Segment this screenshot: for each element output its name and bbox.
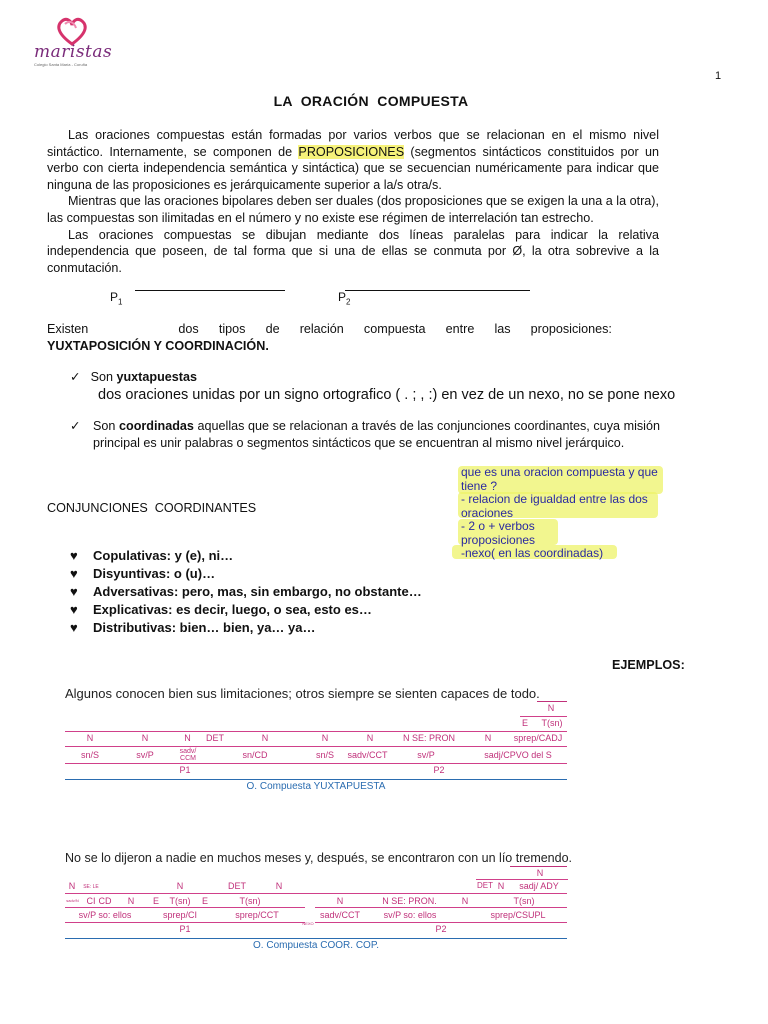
list-item: ♥ Explicativas: es decir, luego, o sea, esto es…	[70, 602, 372, 617]
conjunctions-list	[70, 547, 422, 637]
analysis-cell: N	[484, 733, 492, 743]
heart-bullet-icon: ♥	[70, 602, 78, 617]
analysis-cell: SE: LE	[83, 884, 99, 890]
p1-line	[135, 290, 285, 291]
types-line: Existen dos tipos de relación compuesta entre las proposiciones:	[47, 322, 612, 336]
bullet-yuxtapuestas: ✓ Son yuxtapuestas	[70, 370, 197, 384]
analysis-cell: T(sn)	[541, 718, 563, 728]
list-item: ♥ Disyuntivas: o (u)…	[70, 566, 216, 581]
analysis-cell: N	[176, 881, 184, 891]
analysis-cell: T(sn)	[513, 896, 535, 906]
analysis-cell: sv/P	[417, 750, 435, 760]
ex2-p2: P2	[435, 924, 447, 934]
analysis-cell: N	[86, 733, 94, 743]
analysis-cell: sadj/CPVO del S	[484, 750, 552, 760]
p2-label: $P_2$	[338, 290, 351, 307]
analysis-cell: sn/CD	[242, 750, 268, 760]
analysis-cell: DET	[228, 881, 246, 891]
underline-todo	[537, 701, 567, 702]
ejemplos-heading: EJEMPLOS:	[612, 658, 685, 672]
analysis-cell: sprep/CCT	[235, 910, 279, 920]
analysis-cell: N SE: PRON	[402, 733, 455, 743]
divider-line	[65, 746, 567, 747]
analysis-cell: N	[336, 896, 344, 906]
analysis-cell: N	[461, 896, 469, 906]
divider-line	[65, 938, 567, 939]
analysis-cell: sadv/CCT	[319, 910, 360, 920]
proposiciones-highlight: PROPOSICIONES	[298, 144, 405, 159]
heart-bullet-icon: ♥	[70, 620, 78, 635]
ex1-p1: P1	[179, 765, 191, 775]
ex2-p1: P1	[179, 924, 191, 934]
analysis-cell: T(sn)	[169, 896, 191, 906]
analysis-cell: N	[184, 733, 191, 743]
heart-bullet-icon: ♥	[70, 584, 78, 599]
analysis-cell: sadv/ CCM	[179, 748, 197, 762]
analysis-cell: sprep/CI	[162, 910, 197, 920]
divider-line	[65, 893, 567, 894]
heart-bullet-icon: ♥	[70, 548, 78, 563]
divider-line	[65, 922, 305, 923]
page-number: 1	[715, 70, 722, 82]
analysis-cell: sv/P so: ellos	[383, 910, 437, 920]
page-title: LA ORACIÓN COMPUESTA	[273, 93, 469, 109]
yuxtapuestas-note: dos oraciones unidas por un signo ortografico ( . ; , :) en vez de un nexo, no se pone nexo	[98, 387, 676, 403]
logo-name: maristas	[34, 42, 113, 62]
analysis-cell: N SE: PRON.	[382, 896, 437, 906]
p1-label: $P_1$	[110, 290, 123, 307]
analysis-cell: sn/S	[80, 750, 99, 760]
analysis-cell: sv/P	[136, 750, 154, 760]
analysis-cell: sadv/N	[66, 898, 79, 903]
analysis-cell: N	[366, 733, 374, 743]
analysis-cell: CD	[98, 896, 112, 906]
checkmark-icon: ✓	[70, 370, 81, 384]
analysis-cell: sadj/ ADY	[519, 881, 559, 891]
analysis-cell: sprep/CADJ	[513, 733, 563, 743]
analysis-cell: N	[141, 733, 149, 743]
logo-subtitle: Colegio Santa María - Coruña	[34, 62, 88, 67]
analysis-cell: CI	[86, 896, 96, 906]
conjunctions-heading: CONJUNCIONES COORDINANTES	[47, 501, 257, 515]
analysis-cell: sadv/CCT	[347, 750, 388, 760]
divider-line	[315, 907, 567, 908]
intro-paragraph-3: Las oraciones compuestas se dibujan mediante dos líneas paralelas para indicar la relativa independencia que poseen, de tal forma que si una de ellas se conmuta por Ø, la otra sobrevive a la conmutación.	[47, 227, 659, 275]
analysis-cell: N	[261, 733, 269, 743]
p2-line	[345, 290, 530, 291]
analysis-cell: N	[536, 868, 544, 878]
analysis-cell: N	[127, 896, 135, 906]
ex1-p2: P2	[433, 765, 445, 775]
analysis-cell: T(sn)	[239, 896, 261, 906]
divider-line	[65, 907, 305, 908]
ex2-label: O. Compuesta COOR. COP.	[253, 940, 379, 951]
list-item: ♥ Copulativas: y (e), ni…	[70, 548, 234, 563]
ex1-top-n: N	[547, 703, 555, 713]
analysis-cell: sprep/CSUPL	[490, 910, 546, 920]
handwritten-notes: que es una oracion compuesta y que tiene ? - relacion de igualdad entre las dos oraciones - 2 o + verbos proposiciones -nexo( en las coordinadas)	[461, 465, 658, 560]
analysis-cell: E	[201, 896, 208, 906]
analysis-cell: DET	[206, 733, 224, 743]
ex2-nexo: NEXO	[302, 921, 314, 926]
list-item: ♥ Distributivas: bien… bien, ya… ya…	[70, 620, 316, 635]
analysis-cell: N	[275, 881, 283, 891]
analysis-cell: N	[321, 733, 329, 743]
analysis-cell: DET	[477, 881, 493, 890]
heart-bullet-icon: ♥	[70, 566, 78, 581]
school-logo	[34, 16, 114, 76]
ex1-label: O. Compuesta YUXTAPUESTA	[246, 781, 386, 792]
intro-paragraph-1: Las oraciones compuestas están formadas por varios verbos que se relacionan en el mismo nivel sintáctico. Internamente, se componen de PROPOSICIONES (segmentos sintácticos constituidos por un verbo con cierta independencia semántica y sintáctica) que se secuencian numéricamente para indicar que ninguna de las proposiciones es jerárquicamente superior a la/s otra/s.	[47, 128, 659, 192]
divider-line	[65, 763, 567, 764]
analysis-cell: sv/P so: ellos	[78, 910, 132, 920]
analysis-cell: sn/S	[315, 750, 334, 760]
analysis-cell: E	[152, 896, 159, 906]
divider-line	[65, 779, 567, 780]
analysis-cell: E	[521, 718, 528, 728]
types-bold: YUXTAPOSICIÓN Y COORDINACIÓN.	[47, 339, 269, 353]
divider-line	[315, 922, 567, 923]
example1-sentence: Algunos conocen bien sus limitaciones; otros siempre se sienten capaces de todo.	[65, 686, 540, 701]
checkmark-icon: ✓	[70, 419, 81, 433]
intro-paragraph-2: Mientras que las oraciones bipolares deben ser duales (dos proposiciones que se exigen la una a la otra), las compuestas son ilimitadas en el número y no existe ese régimen de interrelación tan estrecho.	[47, 194, 659, 225]
analysis-cell: N	[68, 881, 76, 891]
ex1-row-n-line	[65, 731, 567, 732]
divider-line	[520, 716, 567, 717]
divider-line	[476, 879, 568, 880]
list-item: ♥ Adversativas: pero, mas, sin embargo, no obstante…	[70, 584, 422, 599]
analysis-cell: N	[497, 881, 505, 891]
intro-text	[47, 127, 659, 276]
underline-tremendo	[510, 866, 567, 867]
bullet-coordinadas: ✓ Son coordinadas aquellas que se relacionan a través de las conjunciones coordinantes, cuya misión principal es unir palabras o segmentos sintácticos que se encuentran al mismo nivel jerárquico.	[70, 419, 660, 450]
example2-sentence: No se lo dijeron a nadie en muchos meses y, después, se encontraron con un lío tremendo.	[65, 851, 573, 865]
